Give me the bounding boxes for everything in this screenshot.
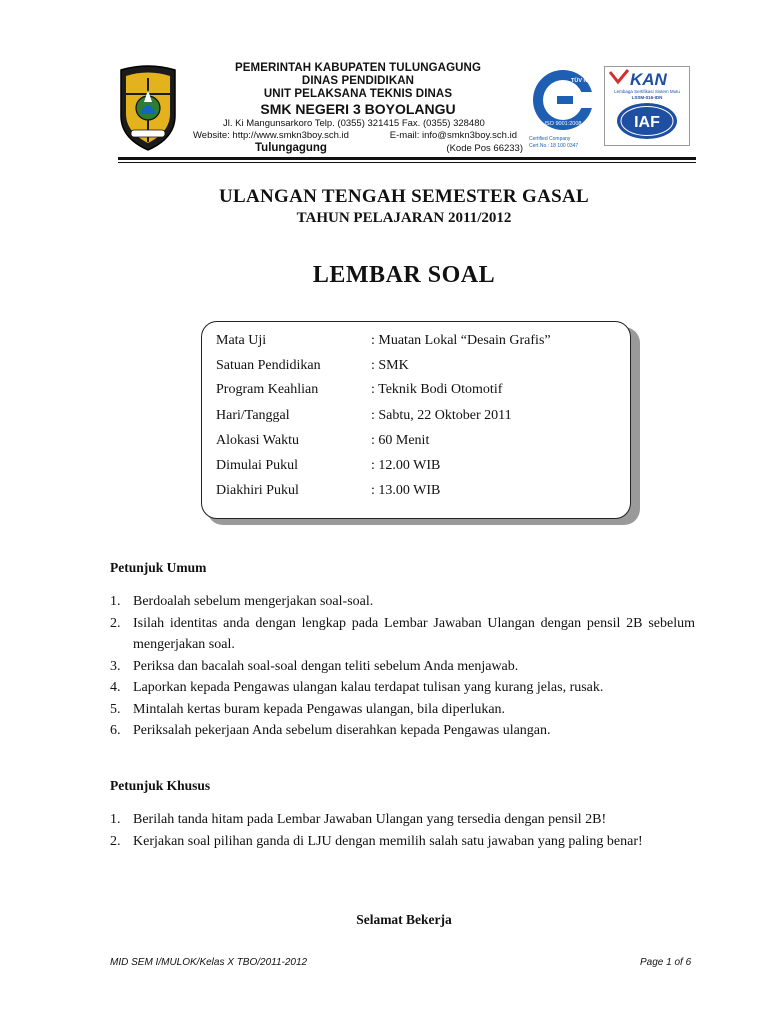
general-instructions-list — [110, 591, 695, 742]
item-text: Periksa dan bacalah soal-soal dengan teliti sebelum Anda menjawab. — [133, 658, 519, 674]
city-row — [193, 143, 523, 155]
item-text: Isilah identitas anda dengan lengkap pada Lembar Jawaban Ulangan dengan pensil 2B sebelum mengerjakan soal. — [133, 615, 695, 652]
letterhead-divider-thin — [118, 162, 696, 163]
city-name: Tulungagung — [255, 142, 327, 154]
item-text: Berdoalah sebelum mengerjakan soal-soal. — [133, 594, 374, 609]
svg-text:TÜV NORD: TÜV NORD — [571, 78, 599, 84]
svg-text:KAN: KAN — [630, 70, 667, 89]
item-text: Mintalah kertas buram kepada Pengawas ulangan, bila diperlukan. — [133, 701, 506, 717]
special-instructions-list — [110, 809, 695, 852]
closing-text: Selamat Bekerja — [356, 912, 452, 927]
letterhead-text — [193, 62, 523, 155]
list-item — [110, 591, 695, 613]
letterhead-divider-thick — [118, 157, 696, 160]
svg-text:Cert.No.: 18 100 0347: Cert.No.: 18 100 0347 — [529, 143, 579, 149]
school-email: E-mail: info@smkn3boy.sch.id — [389, 129, 517, 141]
svg-text:Lembaga Sertifikasi Sistem Mut: Lembaga Sertifikasi Sistem Mutu — [614, 89, 680, 94]
info-value: : 60 Menit — [371, 433, 430, 448]
list-item — [110, 656, 695, 678]
info-value: : 12.00 WIB — [371, 458, 441, 473]
tuv-certification-logo — [527, 66, 599, 150]
contact-row — [193, 130, 523, 142]
info-value: : 13.00 WIB — [371, 483, 441, 498]
item-number: 2. — [110, 833, 121, 849]
info-label: Program Keahlian — [216, 382, 319, 397]
info-label: Diakhiri Pukul — [216, 483, 299, 498]
info-value: : Muatan Lokal “Desain Grafis” — [371, 333, 551, 348]
item-number: 6. — [110, 723, 121, 738]
school-address: Jl. Ki Mangunsarkoro Telp. (0355) 321415 Fax. (0355) 328480 — [223, 118, 485, 129]
postal-code: (Kode Pos 66233) — [446, 143, 523, 154]
item-text: Laporkan kepada Pengawas ulangan kalau terdapat tulisan yang kurang jelas, rusak. — [133, 680, 604, 695]
info-value: : SMK — [371, 358, 409, 373]
list-item — [110, 677, 695, 699]
info-label: Mata Uji — [216, 333, 267, 348]
special-instructions-heading: Petunjuk Khusus — [110, 778, 211, 793]
footer-page-number: Page 1 of 6 — [640, 957, 692, 968]
svg-text:ISO 9001:2008: ISO 9001:2008 — [544, 121, 582, 127]
info-value: : Teknik Bodi Otomotif — [371, 382, 503, 397]
item-number: 3. — [110, 658, 121, 674]
svg-text:Certified Company: Certified Company — [529, 136, 571, 142]
school-name: SMK NEGERI 3 BOYOLANGU — [260, 101, 456, 117]
list-item — [110, 613, 695, 656]
item-text: Periksalah pekerjaan Anda sebelum diserahkan kepada Pengawas ulangan. — [133, 723, 551, 738]
item-number: 1. — [110, 812, 121, 827]
regency-emblem-logo — [113, 64, 183, 152]
item-number: 1. — [110, 594, 121, 609]
info-label: Satuan Pendidikan — [216, 358, 321, 373]
list-item — [110, 720, 695, 742]
list-item — [110, 699, 695, 721]
footer-document-code: MID SEM I/MULOK/Kelas X TBO/2011-2012 — [110, 957, 308, 968]
kan-iaf-accreditation-logo — [604, 66, 690, 146]
academic-year: TAHUN PELAJARAN 2011/2012 — [296, 210, 512, 226]
info-value: : Sabtu, 22 Oktober 2011 — [371, 408, 512, 423]
list-item — [110, 831, 695, 853]
svg-text:LSSM-016-IDN: LSSM-016-IDN — [631, 95, 663, 100]
government-name: PEMERINTAH KABUPATEN TULUNGAGUNG — [235, 62, 481, 74]
info-label: Hari/Tanggal — [216, 408, 290, 423]
item-text: Berilah tanda hitam pada Lembar Jawaban Ulangan yang tersedia dengan pensil 2B! — [133, 812, 607, 827]
info-label: Dimulai Pukul — [216, 458, 299, 473]
sheet-title: LEMBAR SOAL — [312, 262, 496, 288]
svg-text:IAF: IAF — [634, 114, 660, 131]
department-name: DINAS PENDIDIKAN — [301, 75, 415, 87]
item-number: 2. — [110, 615, 121, 631]
school-website: Website: http://www.smkn3boy.sch.id — [193, 129, 349, 141]
info-label: Alokasi Waktu — [216, 433, 299, 448]
exam-title: ULANGAN TENGAH SEMESTER GASAL — [219, 186, 589, 207]
unit-name: UNIT PELAKSANA TEKNIS DINAS — [263, 88, 453, 100]
item-number: 4. — [110, 680, 121, 695]
item-number: 5. — [110, 701, 121, 717]
item-text: Kerjakan soal pilihan ganda di LJU dengan memilih salah satu jawaban yang paling benar! — [133, 833, 643, 849]
general-instructions-heading: Petunjuk Umum — [110, 560, 207, 575]
list-item — [110, 809, 695, 831]
